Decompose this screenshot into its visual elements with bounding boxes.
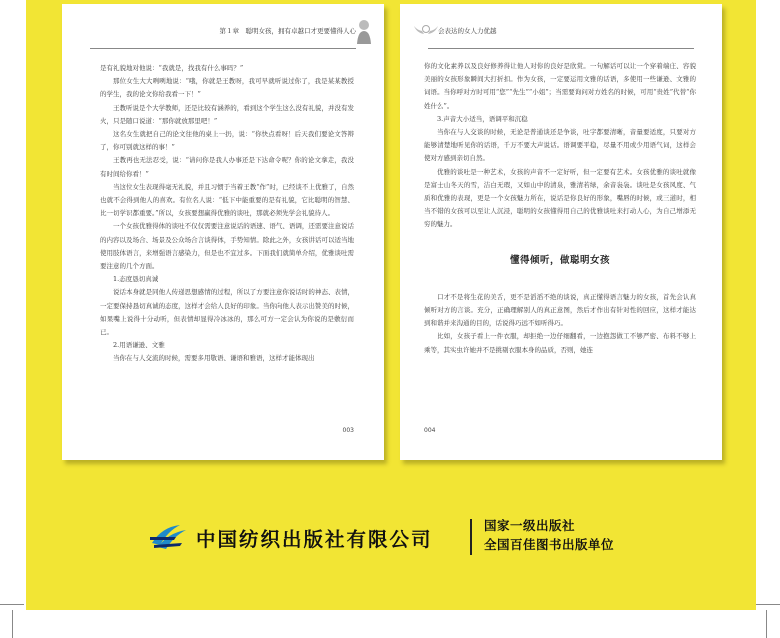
publisher-band [150,513,670,557]
paragraph: 那位女生大大咧咧地说：“哦，你就是王教呀，我可早就听说过你了，我是某某教授的学生，我的论文你给我看一下！” [100,77,354,99]
crop-mark [12,610,13,638]
paragraph: 这名女生就把自己的论文往他的桌上一扔，说：“你快点看呀！后天我们要论文答辩了，你可别就这样的事！” [100,130,354,152]
publisher-logo-icon [150,521,190,551]
page-body-right [424,60,696,357]
paragraph: 当这位女生表现得毫无礼貌，并且习惯于当着王教“作”时，已经谈不上优雅了，自然也就不会得到他人的喜欢。有位名人说：“低下中能重要的是有礼貌，它比聪明的智慧、比一切学识都重要。”所以，女孩要想赢得优雅的谈吐，那就必须先学会礼貌待人。 [100,182,354,218]
running-header: 会表达的女人力优越 [438,27,497,35]
crop-mark [766,610,767,638]
divider [470,519,472,555]
paragraph: 说话本身就是同他人传递思想感情的过程，所以了方要注意你说话时的神态、表情，一定要保持恳切真诚的态度，这样才会给人良好的印象。当你向他人表示出赞美的时候，如果嘴上说得十分动听，但表情却显得冷冰冰的，那么可方一定会认为你说的是敷衍而已。 [100,288,354,337]
crop-mark [0,604,24,605]
crop-mark [756,604,780,605]
paragraph: 1.态度恳切真诚 [113,275,159,284]
author-portrait-icon [356,18,372,44]
paragraph: 当你在与人交谈的时候，无论是普通谈还是争谈，吐字都要清晰，音量要适度，只要对方能够清楚地听见你的话语，千万不要大声说话。语调要平稳，尽量不用或少用语气词，这样会使对方感到亲切自然。 [424,128,696,163]
text-block-top [424,60,696,232]
paragraph: 当你在与人交流的时候，需要多用敬语、谦语和雅语，这样才能体现出 [113,354,315,363]
paragraph: 是有礼貌地对他说：“我就是，找我有什么事吗？” [100,64,244,72]
publisher-name: 中国纺织出版社有限公司 [196,528,433,551]
paragraph: 2.用语谦逊、文雅 [113,341,165,350]
header-rule [428,48,694,49]
paragraph: 口才不是将生花的美舌，更不是滔滔不绝的谈说，真正懂得语言魅力的女孩，首先会认真倾听对方的言谈。充分，正确理解别人的真正意图，然后才作出有针对性的回应，这样才能达到和谐并来沟通的目的，话说得巧远不如听得巧。 [424,292,696,328]
paragraph: 比如，女孩子看上一件衣服，却拒绝一边仔细翻看，一边抱怨做工不够严密、布料不够上乘等，其实虫许她并不是挑剔衣服本身的品质，否则，她连 [424,332,696,354]
publisher-tagline-1: 国家一级出版社 [484,518,576,533]
paragraph: 王教再也无法忍受，说：“请问你是我人办事还是下达命令呢？你的论文拿走，我没有时间给你看！” [100,156,354,178]
paragraph: 你的文化素养以及良好修养得让他人对你的良好是欣赏。一句解话可以让一个穿着端庄、容貌美丽的女孩形象瞬间大打折扣。作为女孩，一定要运用文雅的话语，多使用一些谦逊、文雅的词语。当你呼对方时可用“您”“先生”“小姐”；当需要询问对方姓名的时候，可用“贵姓”代替“你姓什么”。 [424,62,696,110]
header-rule [90,48,356,49]
paragraph: 优雅的谈吐是一种艺术，女孩的声音不一定好听，但一定要有艺术。女孩优雅的谈吐就像是富士山冬天的雪，洁白无瑕，又如山中的清泉，雅清若绿，余音袅袅。谈吐是女孩风度、气质和优雅的表现，更是一个女孩魅力所在，说话是你良好的形象，嘴唇的时候，或三道时，相当不错的女孩可以至让人沉浸，聪明的女孩懂得用自己的优雅谈吐来打动人心，为自己增添无穷的魅力。 [424,167,696,229]
section-title: 懂得倾听，做聪明女孩 [509,254,610,266]
book-page-right [400,4,722,460]
page-number: 003 [342,427,354,434]
page-number: 004 [424,427,436,434]
text-block-bottom [424,291,696,357]
paragraph: 一个女孩优雅得体的谈吐不仅仅需要注意说话的语速、语气、语调，还需要注意说话的内容以及场合、场景及公众场合言谈得体，手势知情。除此之外，女孩讲话可以适当地使用肢体语言，来增强语言感染力，但是也不宜过多。下面我们就简单介绍，优雅谈吐需要注意的几个方面。 [100,222,354,271]
publisher-tagline-2: 全国百佳图书出版单位 [484,537,615,552]
paragraph: 3.声音大小适当，语调平和沉稳 [437,114,528,123]
paragraph: 王教听说是个大学教师，还是比较有涵养的，看到这个学生这么没有礼貌，并没有发火，只是随口说道：“那你就放那里吧！” [100,103,354,125]
running-header: 第１章 聪明女孩，拥有卓越口才更要懂得人心 [219,27,356,35]
book-page-left [62,4,384,460]
page-body-left [100,62,354,366]
winged-emblem-icon [414,22,438,40]
